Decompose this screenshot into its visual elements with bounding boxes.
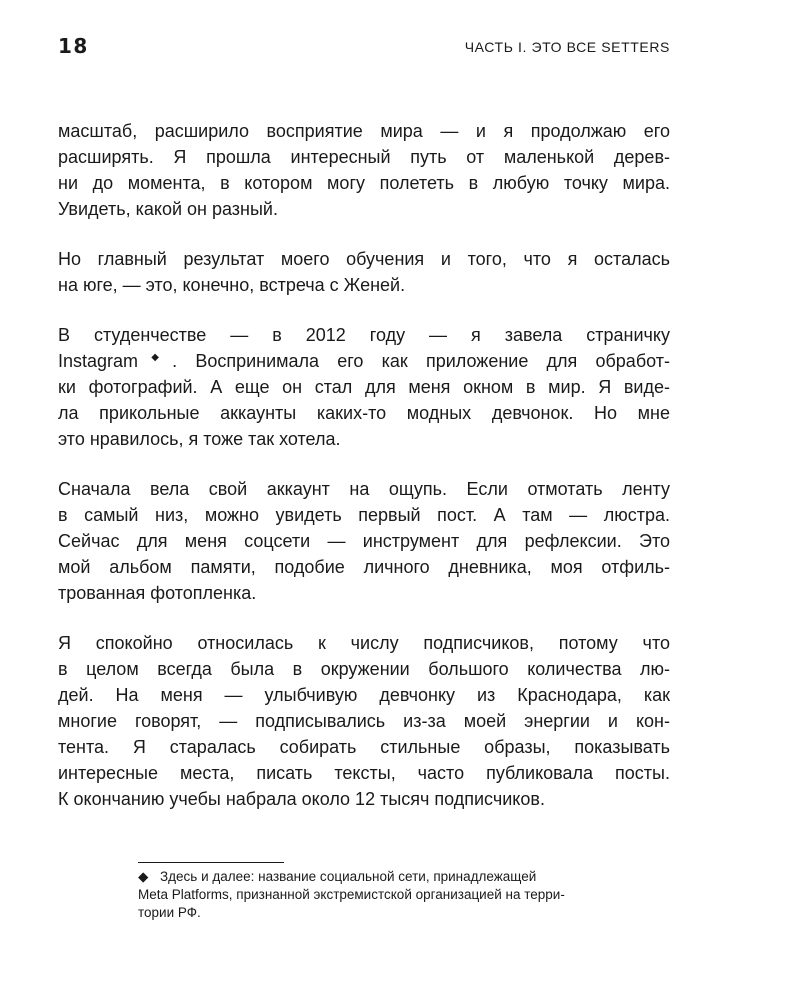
footnote-divider — [138, 862, 284, 863]
text-line: Instagram◆. Воспринимала его как приложение для обработ- — [58, 351, 670, 371]
text-line: интересные места, писать тексты, часто публиковала посты. — [58, 763, 670, 783]
text-line: Я спокойно относилась к числу подписчиков, потому что — [58, 633, 670, 653]
page-number: 18 — [58, 34, 89, 58]
footnote-line: Meta Platforms, признанной экстремистской организацией на терри- — [138, 887, 565, 902]
text-line: на юге, — это, конечно, встреча с Женей. — [58, 275, 406, 295]
paragraph-3 — [58, 322, 670, 452]
footnote-line — [138, 868, 670, 886]
text-line: Увидеть, какой он разный. — [58, 199, 278, 219]
text-line: Но главный результат моего обучения и того, что я осталась — [58, 249, 670, 269]
text-line: в самый низ, можно увидеть первый пост. А там — люстра. — [58, 505, 670, 525]
text-line: расширять. Я прошла интересный путь от маленькой дерев- — [58, 147, 670, 167]
paragraph-5 — [58, 630, 670, 812]
text-line: трованная фотопленка. — [58, 583, 257, 603]
text-line: дей. На меня — улыбчивую девчонку из Краснодара, как — [58, 685, 670, 705]
text-line: мой альбом памяти, подобие личного дневника, моя отфиль- — [58, 557, 670, 577]
text-line: ни до момента, в котором могу полететь в любую точку мира. — [58, 173, 670, 193]
paragraph-1 — [58, 118, 670, 222]
footnote-line: тории РФ. — [138, 905, 201, 920]
text-line: В студенчестве — в 2012 году — я завела страничку — [58, 325, 670, 345]
text-line: ки фотографий. А еще он стал для меня окном в мир. Я виде- — [58, 377, 670, 397]
paragraph-4 — [58, 476, 670, 606]
running-head: ЧАСТЬ I. ЭТО ВСЕ SETTERS — [464, 39, 670, 55]
footnote-text: Здесь и далее: название социальной сети, принадлежащей — [160, 869, 537, 884]
text-line: тента. Я старалась собирать стильные образы, показывать — [58, 737, 670, 757]
text-line: К окончанию учебы набрала около 12 тысяч подписчиков. — [58, 789, 545, 809]
paragraph-2 — [58, 246, 670, 298]
text-line: это нравилось, я тоже так хотела. — [58, 429, 341, 449]
text-line: ла прикольные аккаунты каких-то модных девчонок. Но мне — [58, 403, 670, 423]
text-line: Сначала вела свой аккаунт на ощупь. Если отмотать ленту — [58, 479, 670, 499]
body-text — [58, 118, 670, 836]
text-line: масштаб, расширило восприятие мира — и я продолжаю его — [58, 121, 670, 141]
text-line: в целом всегда была в окружении большого количества лю- — [58, 659, 670, 679]
footnote — [138, 868, 670, 922]
footnote-reference-marker: ◆ — [138, 352, 173, 363]
page-header — [58, 34, 670, 62]
text-line: Сейчас для меня соцсети — инструмент для рефлексии. Это — [58, 531, 670, 551]
text-line: многие говорят, — подписывались из-за моей энергии и кон- — [58, 711, 670, 731]
footnote-marker: ◆ — [138, 869, 149, 884]
